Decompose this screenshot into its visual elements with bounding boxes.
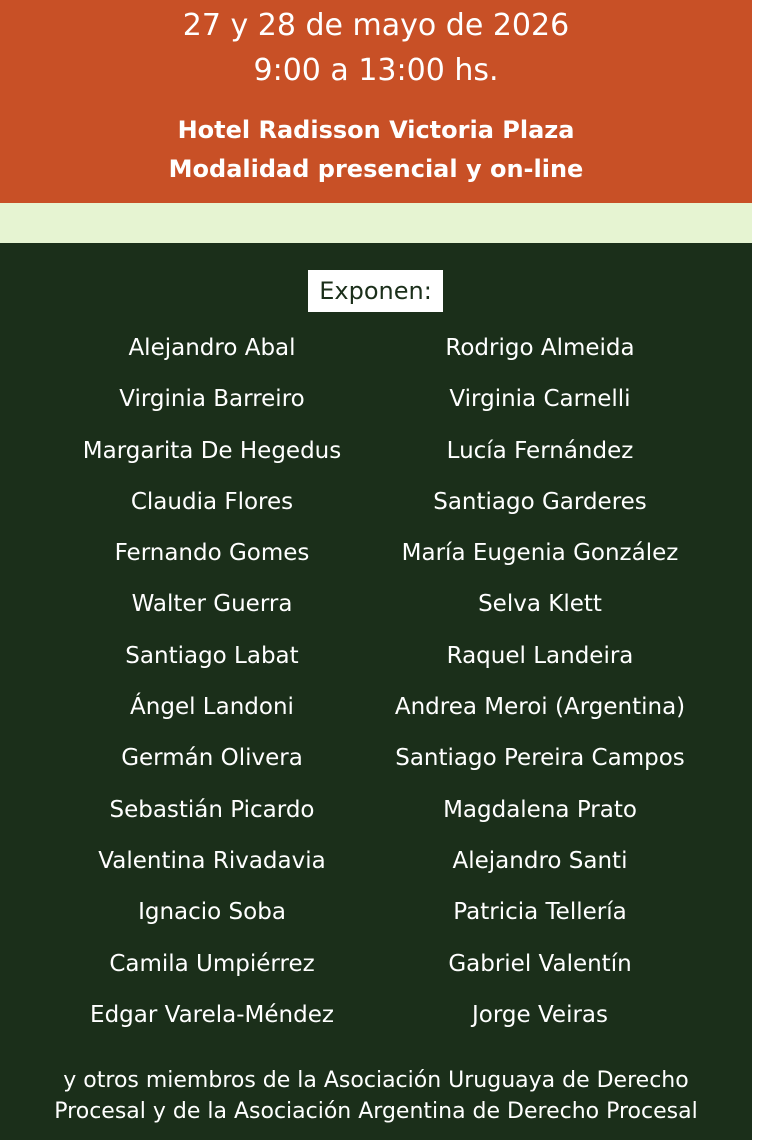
speaker-name: Gabriel Valentín (448, 950, 632, 977)
speaker-list (0, 333, 752, 1051)
speaker-row (0, 641, 752, 692)
speaker-row (0, 949, 752, 1000)
speaker-name: Raquel Landeira (446, 642, 634, 669)
speaker-row (0, 692, 752, 743)
closing-note (0, 1065, 752, 1127)
speaker-name: Alejandro Santi (452, 847, 628, 874)
speaker-name: María Eugenia González (401, 540, 679, 567)
speaker-name: Fernando Gomes (114, 540, 310, 567)
speaker-name: Andrea Meroi (Argentina) (394, 694, 686, 721)
speaker-name: Virginia Barreiro (119, 386, 305, 413)
speaker-name: Lucía Fernández (446, 437, 634, 464)
speaker-row (0, 795, 752, 846)
speaker-name: Sebastián Picardo (109, 796, 315, 823)
speakers-section (0, 243, 752, 1140)
speaker-name: Patricia Tellería (453, 899, 627, 926)
speaker-name: Santiago Labat (125, 642, 299, 669)
speaker-name: Virginia Carnelli (449, 386, 631, 413)
divider-band (0, 203, 752, 243)
event-details-band (0, 0, 752, 203)
speaker-name: Alejandro Abal (128, 335, 296, 361)
event-modality: Modalidad presencial y on-line (168, 155, 584, 183)
speaker-name: Walter Guerra (131, 591, 293, 618)
event-date: 27 y 28 de mayo de 2026 (182, 8, 570, 43)
page-margin (752, 0, 766, 1140)
speaker-name: Claudia Flores (130, 488, 294, 515)
speaker-name: Rodrigo Almeida (445, 335, 635, 361)
speaker-row (0, 846, 752, 897)
speaker-name: Edgar Varela-Méndez (90, 1001, 334, 1028)
speaker-name: Ángel Landoni (130, 694, 294, 721)
speaker-row (0, 384, 752, 435)
speaker-row (0, 589, 752, 640)
speaker-name: Magdalena Prato (443, 796, 637, 823)
closing-line-2: Procesal y de la Asociación Argentina de Derecho Procesal (54, 1099, 698, 1124)
speaker-name: Santiago Pereira Campos (395, 745, 685, 772)
speaker-row (0, 897, 752, 948)
speaker-name: Ignacio Soba (138, 899, 286, 926)
speaker-name: Margarita De Hegedus (82, 437, 342, 464)
speaker-name: Santiago Garderes (433, 488, 647, 515)
speaker-name: Germán Olivera (121, 745, 303, 772)
speakers-label: Exponen: (308, 270, 443, 312)
closing-line-1: y otros miembros de la Asociación Uruguaya de Derecho (63, 1068, 689, 1093)
event-time: 9:00 a 13:00 hs. (253, 53, 499, 88)
speaker-name: Jorge Veiras (472, 1001, 608, 1028)
speaker-row (0, 743, 752, 794)
speaker-name: Selva Klett (478, 591, 602, 618)
speaker-row (0, 436, 752, 487)
speaker-row (0, 1000, 752, 1051)
event-venue: Hotel Radisson Victoria Plaza (177, 116, 575, 144)
speaker-row (0, 333, 752, 384)
speaker-row (0, 487, 752, 538)
speaker-name: Valentina Rivadavia (98, 847, 326, 874)
speaker-row (0, 538, 752, 589)
speaker-name: Camila Umpiérrez (109, 950, 315, 977)
